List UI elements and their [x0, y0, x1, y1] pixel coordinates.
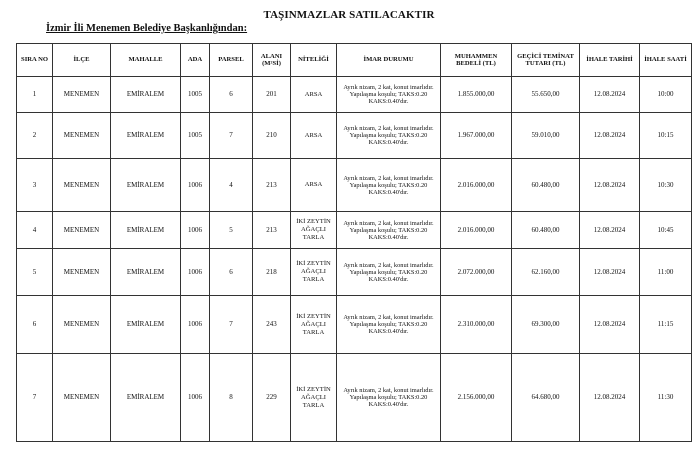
cell-imar: Ayrık nizam, 2 kat, konut imarlıdır. Yapılaşma koşulu; TAKS:0.20 KAKS:0.40'dır.	[337, 249, 441, 296]
cell-ilce: MENEMEN	[53, 249, 111, 296]
cell-saat: 10:00	[640, 77, 692, 113]
cell-nitelik: İKİ ZEYTİN AĞAÇLI TARLA	[291, 212, 337, 249]
cell-alan: 210	[253, 113, 291, 159]
cell-ada: 1006	[181, 296, 210, 354]
cell-ilce: MENEMEN	[53, 296, 111, 354]
cell-ada: 1005	[181, 77, 210, 113]
cell-ilce: MENEMEN	[53, 354, 111, 442]
header-sira-no: SIRA NO	[17, 44, 53, 77]
cell-tarih: 12.08.2024	[580, 249, 640, 296]
cell-muhammen: 2.016.000,00	[441, 212, 512, 249]
cell-nitelik: ARSA	[291, 77, 337, 113]
cell-alan: 201	[253, 77, 291, 113]
header-parsel: PARSEL	[210, 44, 253, 77]
table-header-row	[17, 44, 692, 77]
document-subtitle: İzmir İli Menemen Belediye Başkanlığından:	[46, 23, 248, 34]
cell-teminat: 60.480,00	[512, 159, 580, 212]
cell-tarih: 12.08.2024	[580, 113, 640, 159]
cell-parsel: 5	[210, 212, 253, 249]
cell-imar: Ayrık nizam, 2 kat, konut imarlıdır. Yapılaşma koşulu; TAKS:0.20 KAKS:0.40'dır.	[337, 77, 441, 113]
header-gecici-teminat: GEÇİCİ TEMİNAT TUTARI (TL)	[512, 44, 580, 77]
cell-sira: 2	[17, 113, 53, 159]
cell-imar: Ayrık nizam, 2 kat, konut imarlıdır. Yapılaşma koşulu; TAKS:0.20 KAKS:0.40'dır.	[337, 113, 441, 159]
cell-muhammen: 2.156.000,00	[441, 354, 512, 442]
cell-tarih: 12.08.2024	[580, 296, 640, 354]
cell-imar: Ayrık nizam, 2 kat, konut imarlıdır. Yapılaşma koşulu; TAKS:0.20 KAKS:0.40'dır.	[337, 159, 441, 212]
cell-ada: 1005	[181, 113, 210, 159]
cell-imar: Ayrık nizam, 2 kat, konut imarlıdır. Yapılaşma koşulu; TAKS:0.20 KAKS:0.40'dır.	[337, 296, 441, 354]
cell-parsel: 4	[210, 159, 253, 212]
header-ihale-saati: İHALE SAATİ	[640, 44, 692, 77]
cell-mahalle: EMİRALEM	[111, 212, 181, 249]
cell-ada: 1006	[181, 212, 210, 249]
cell-saat: 10:15	[640, 113, 692, 159]
cell-alan: 243	[253, 296, 291, 354]
cell-nitelik: İKİ ZEYTİN AĞAÇLI TARLA	[291, 296, 337, 354]
table-row	[17, 159, 692, 212]
cell-mahalle: EMİRALEM	[111, 354, 181, 442]
cell-ilce: MENEMEN	[53, 113, 111, 159]
cell-mahalle: EMİRALEM	[111, 296, 181, 354]
header-ilce: İLÇE	[53, 44, 111, 77]
header-ada: ADA	[181, 44, 210, 77]
table-row	[17, 249, 692, 296]
cell-tarih: 12.08.2024	[580, 212, 640, 249]
table-row	[17, 77, 692, 113]
cell-parsel: 7	[210, 296, 253, 354]
header-muhammen-bedeli: MUHAMMEN BEDELİ (TL)	[441, 44, 512, 77]
cell-parsel: 6	[210, 249, 253, 296]
cell-saat: 11:30	[640, 354, 692, 442]
cell-teminat: 60.480,00	[512, 212, 580, 249]
cell-sira: 1	[17, 77, 53, 113]
cell-imar: Ayrık nizam, 2 kat, konut imarlıdır. Yapılaşma koşulu; TAKS:0.20 KAKS:0.40'dır.	[337, 354, 441, 442]
cell-saat: 10:45	[640, 212, 692, 249]
cell-ada: 1006	[181, 159, 210, 212]
cell-ilce: MENEMEN	[53, 212, 111, 249]
header-niteligi: NİTELİĞİ	[291, 44, 337, 77]
header-ihale-tarihi: İHALE TARİHİ	[580, 44, 640, 77]
cell-mahalle: EMİRALEM	[111, 159, 181, 212]
cell-sira: 5	[17, 249, 53, 296]
cell-saat: 10:30	[640, 159, 692, 212]
cell-tarih: 12.08.2024	[580, 77, 640, 113]
cell-alan: 218	[253, 249, 291, 296]
cell-ilce: MENEMEN	[53, 77, 111, 113]
cell-muhammen: 2.016.000,00	[441, 159, 512, 212]
cell-alan: 213	[253, 159, 291, 212]
header-alani: ALANI (M²Sİ)	[253, 44, 291, 77]
cell-muhammen: 2.072.000,00	[441, 249, 512, 296]
cell-alan: 229	[253, 354, 291, 442]
cell-parsel: 8	[210, 354, 253, 442]
table-row	[17, 296, 692, 354]
cell-ada: 1006	[181, 249, 210, 296]
cell-muhammen: 1.967.000,00	[441, 113, 512, 159]
cell-sira: 7	[17, 354, 53, 442]
cell-parsel: 7	[210, 113, 253, 159]
cell-ada: 1006	[181, 354, 210, 442]
header-mahalle: MAHALLE	[111, 44, 181, 77]
cell-parsel: 6	[210, 77, 253, 113]
cell-teminat: 59.010,00	[512, 113, 580, 159]
cell-teminat: 64.680,00	[512, 354, 580, 442]
cell-sira: 6	[17, 296, 53, 354]
cell-teminat: 69.300,00	[512, 296, 580, 354]
cell-alan: 213	[253, 212, 291, 249]
cell-tarih: 12.08.2024	[580, 159, 640, 212]
cell-sira: 4	[17, 212, 53, 249]
cell-nitelik: İKİ ZEYTİN AĞAÇLI TARLA	[291, 354, 337, 442]
cell-saat: 11:15	[640, 296, 692, 354]
cell-imar: Ayrık nizam, 2 kat, konut imarlıdır. Yapılaşma koşulu; TAKS:0.20 KAKS:0.40'dır.	[337, 212, 441, 249]
cell-saat: 11:00	[640, 249, 692, 296]
table-row	[17, 212, 692, 249]
property-sale-table	[16, 43, 692, 442]
table-row	[17, 113, 692, 159]
document-title: TAŞINMAZLAR SATILACAKTIR	[263, 9, 435, 21]
cell-sira: 3	[17, 159, 53, 212]
cell-muhammen: 1.855.000,00	[441, 77, 512, 113]
cell-nitelik: İKİ ZEYTİN AĞAÇLI TARLA	[291, 249, 337, 296]
cell-mahalle: EMİRALEM	[111, 113, 181, 159]
cell-muhammen: 2.310.000,00	[441, 296, 512, 354]
header-imar-durumu: İMAR DURUMU	[337, 44, 441, 77]
cell-ilce: MENEMEN	[53, 159, 111, 212]
cell-teminat: 62.160,00	[512, 249, 580, 296]
cell-nitelik: ARSA	[291, 113, 337, 159]
cell-mahalle: EMİRALEM	[111, 249, 181, 296]
cell-nitelik: ARSA	[291, 159, 337, 212]
table-row	[17, 354, 692, 442]
cell-mahalle: EMİRALEM	[111, 77, 181, 113]
cell-tarih: 12.08.2024	[580, 354, 640, 442]
cell-teminat: 55.650,00	[512, 77, 580, 113]
